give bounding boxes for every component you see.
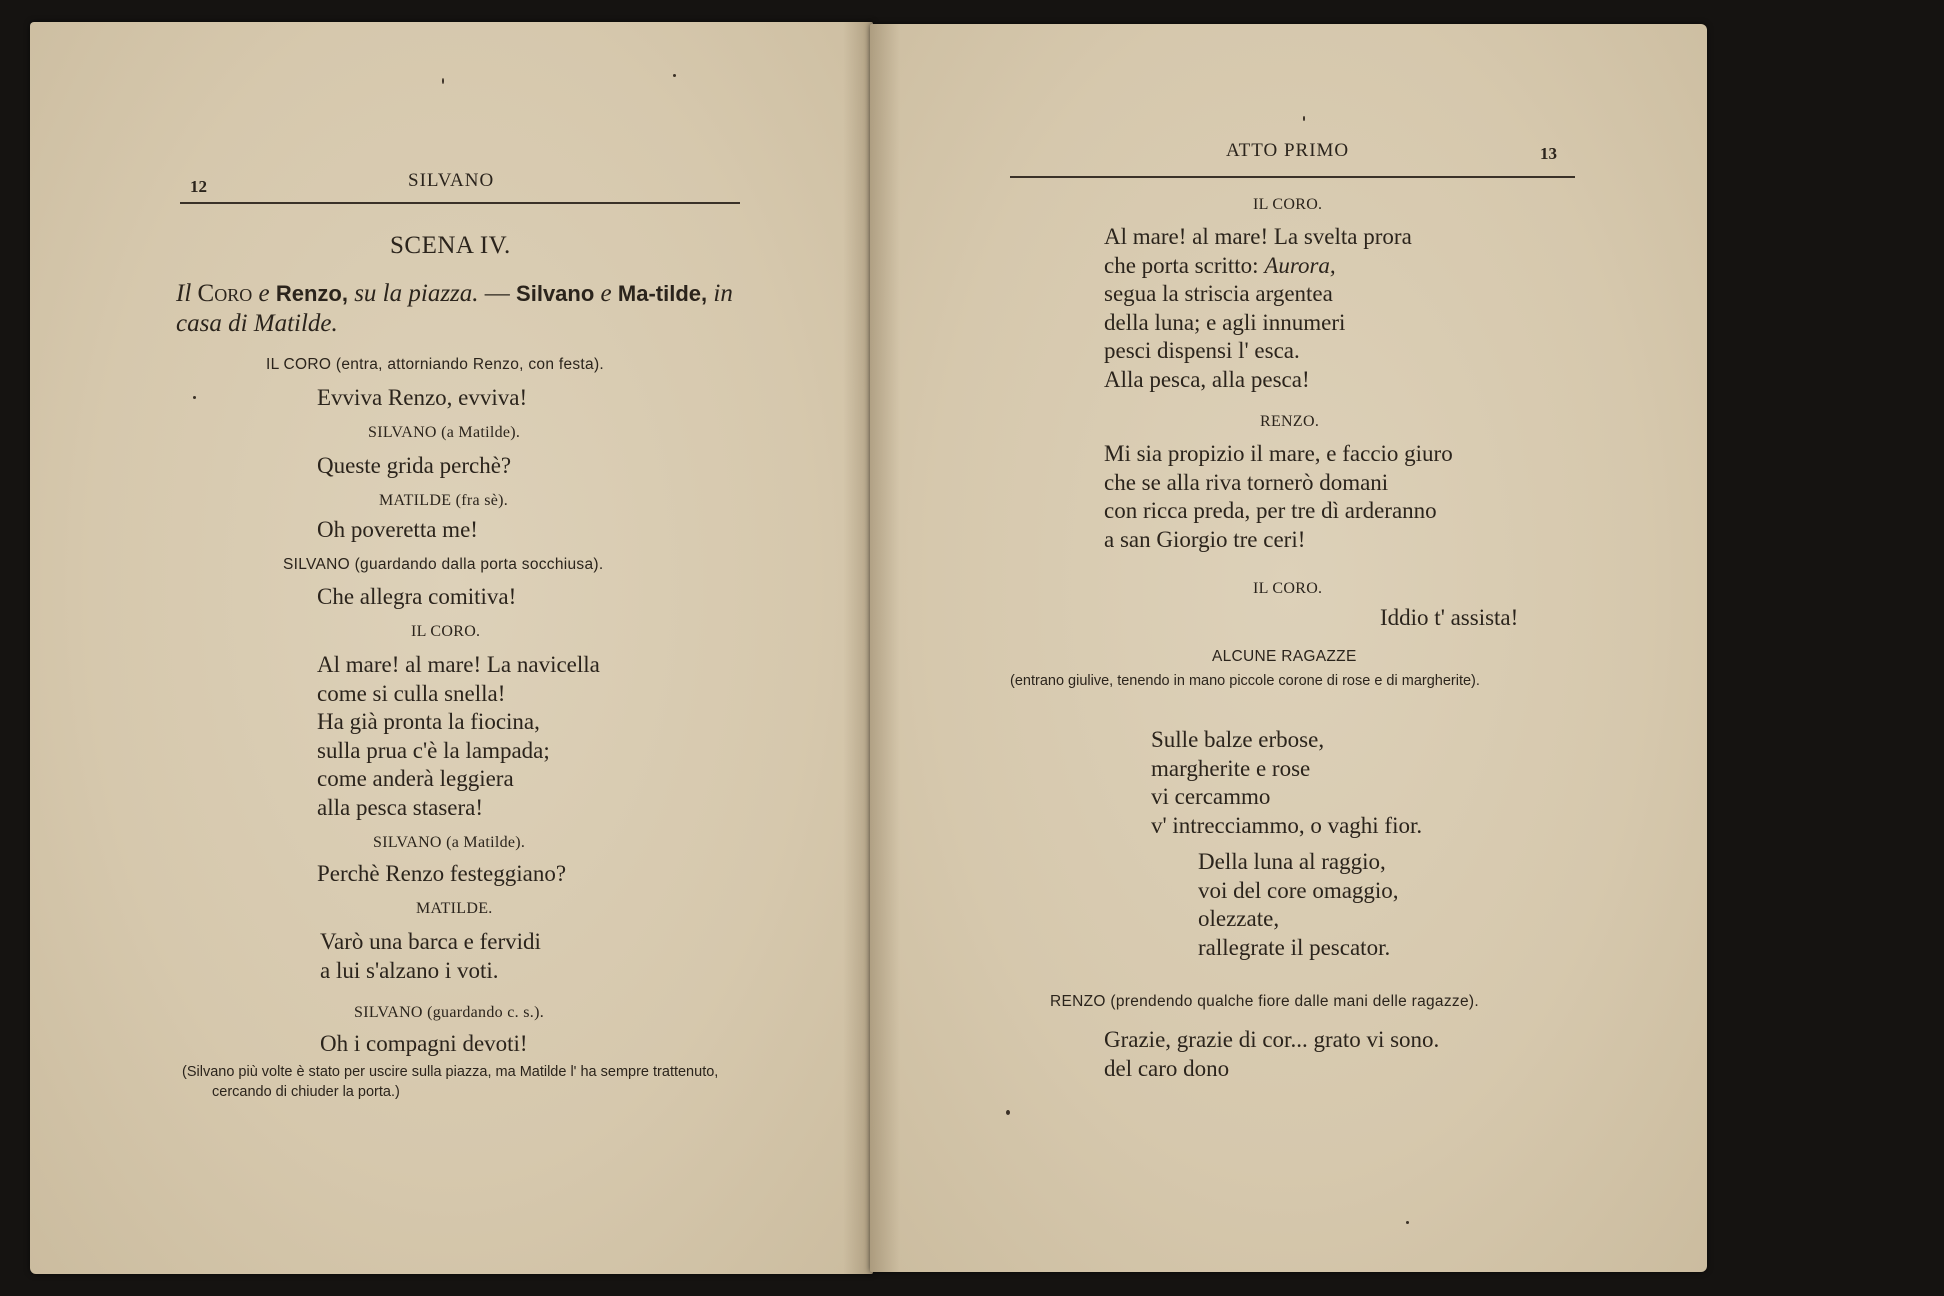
speaker-direction: ALCUNE RAGAZZE [1212, 648, 1357, 665]
verse-line: a lui s'alzano i voti. [320, 957, 499, 983]
speaker-direction: MATILDE (fra sè). [379, 492, 509, 509]
verse-line: olezzate, [1198, 906, 1280, 931]
stage-direction-text: (Silvano più volte è stato per uscire sulla piazza, ma Matilde l' ha sempre trattenuto, cercando di chiuder la porta.) [182, 1064, 719, 1100]
stage-direction-note [1010, 671, 1590, 691]
page-gutter-shadow [843, 22, 873, 1274]
paper-speck [442, 78, 444, 84]
verse-line: Queste grida perchè? [317, 453, 512, 478]
header-rule [180, 202, 740, 204]
verse-line: Varò una barca e fervidi [320, 929, 541, 954]
page-gutter-shadow [870, 24, 900, 1272]
verse-line: Grazie, grazie di cor... grato vi sono. [1104, 1027, 1440, 1052]
page-number: 12 [190, 177, 207, 196]
verse-stanza [1104, 223, 1412, 394]
verse-line: a san Giorgio tre ceri! [1104, 526, 1306, 552]
header-rule [1010, 176, 1575, 178]
verse-text: che porta scritto: [1104, 252, 1259, 278]
stage-direction-text: (entrano giulive, tenendo in mano piccole corone di rose e di margherite). [1010, 673, 1480, 689]
scene-title: SCENA IV. [390, 232, 511, 259]
verse-line [1104, 252, 1412, 281]
verse-stanza [1151, 726, 1422, 840]
verse-line: Iddio t' assista! [1380, 605, 1519, 630]
ship-name: Aurora, [1264, 252, 1336, 278]
verse-line: Oh i compagni devoti! [320, 1031, 528, 1056]
verse-line: Evviva Renzo, evviva! [317, 385, 528, 410]
paper-speck [673, 74, 676, 77]
rubric-character: Ma-tilde, [617, 281, 708, 306]
verse-line: Sulle balze erbose, [1151, 727, 1325, 752]
verse-line: Al mare! al mare! La navicella [317, 652, 600, 677]
rubric-text: in casa di Matilde. [176, 280, 733, 337]
rubric-text: su la piazza. [354, 280, 479, 307]
verse-stanza [317, 651, 600, 822]
right-page [870, 24, 1707, 1272]
rubric-dash: — [484, 280, 510, 307]
page-number: 13 [1540, 144, 1557, 163]
rubric-chorus: Coro [197, 280, 253, 307]
verse-line: Perchè Renzo festeggiano? [317, 861, 567, 886]
speaker-direction: IL CORO. [411, 623, 481, 640]
verse-line: Che allegra comitiva! [317, 584, 517, 609]
verse-line: come si culla snella! [317, 680, 506, 706]
verse-line: margherite e rose [1151, 755, 1311, 781]
speaker-direction: IL CORO. [1253, 580, 1323, 597]
speaker-direction: RENZO (prendendo qualche fiore dalle mani delle ragazze). [1050, 993, 1479, 1010]
verse-stanza [1104, 440, 1453, 554]
rubric-character: Renzo, [275, 281, 348, 306]
rubric-text: e [258, 280, 270, 307]
verse-line: voi del core omaggio, [1198, 877, 1399, 903]
scene-rubric [176, 279, 744, 339]
rubric-text: Il [176, 280, 192, 307]
verse-line: come anderà leggiera [317, 766, 514, 791]
verse-line: Oh poveretta me! [317, 517, 478, 542]
verse-line: pesci dispensi l' esca. [1104, 338, 1300, 363]
verse-line: Ha già pronta la fiocina, [317, 709, 540, 734]
paper-speck [1006, 1110, 1010, 1115]
verse-line: v' intrecciammo, o vaghi fior. [1151, 812, 1423, 838]
verse-line: Mi sia propizio il mare, e faccio giuro [1104, 441, 1453, 466]
verse-line: rallegrate il pescator. [1198, 934, 1391, 960]
speaker-direction: SILVANO (a Matilde). [368, 424, 521, 441]
verse-line: del caro dono [1104, 1055, 1230, 1081]
left-page [30, 22, 873, 1274]
speaker-direction: IL CORO. [1253, 196, 1323, 213]
rubric-character: Silvano [516, 281, 595, 306]
verse-line: Della luna al raggio, [1198, 849, 1386, 874]
speaker-direction: SILVANO (a Matilde). [373, 834, 526, 851]
verse-line: segua la striscia argentea [1104, 281, 1333, 306]
verse-stanza [1198, 848, 1399, 962]
stage-direction-note [182, 1062, 762, 1102]
speaker-direction: IL CORO (entra, attorniando Renzo, con festa). [266, 356, 605, 373]
verse-line: alla pesca stasera! [317, 794, 484, 820]
verse-line: sulla prua c'è la lampada; [317, 737, 550, 763]
verse-line: con ricca preda, per tre dì arderanno [1104, 498, 1437, 523]
verse-stanza [320, 928, 541, 985]
verse-stanza [1104, 1026, 1439, 1083]
verse-line: Al mare! al mare! La svelta prora [1104, 224, 1412, 249]
speaker-direction: SILVANO (guardando dalla porta socchiusa). [283, 556, 604, 573]
rubric-text: e [600, 280, 612, 307]
speaker-direction: MATILDE. [416, 900, 493, 917]
paper-speck [193, 396, 196, 399]
verse-line: che se alla riva tornerò domani [1104, 469, 1389, 495]
paper-speck [1406, 1221, 1409, 1224]
paper-speck [1303, 116, 1305, 121]
running-head: ATTO PRIMO [1226, 140, 1350, 161]
speaker-direction: RENZO. [1260, 413, 1320, 430]
running-head: SILVANO [408, 170, 495, 191]
speaker-direction: SILVANO (guardando c. s.). [354, 1004, 545, 1021]
verse-line: Alla pesca, alla pesca! [1104, 366, 1310, 392]
verse-line: vi cercammo [1151, 784, 1271, 809]
verse-line: della luna; e agli innumeri [1104, 309, 1346, 335]
